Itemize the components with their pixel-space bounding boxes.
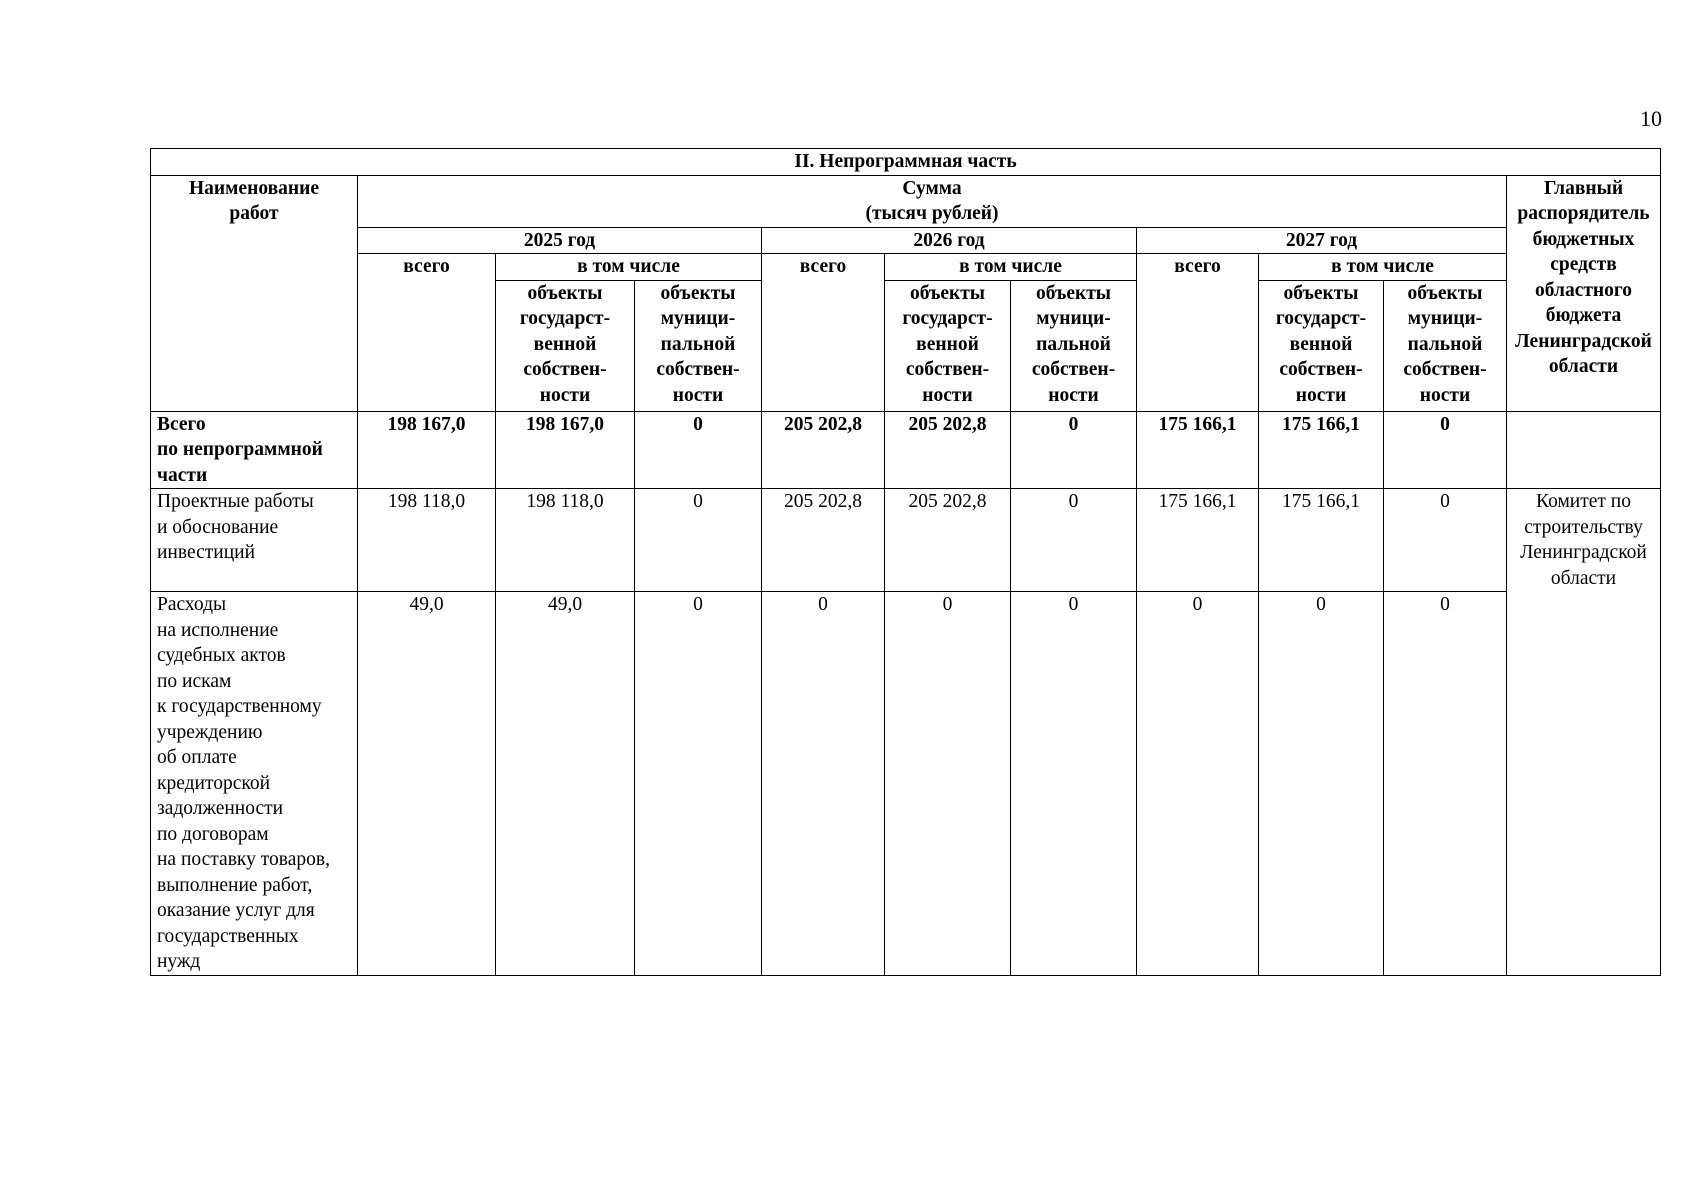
cell-2026-municipal: 0 — [1011, 592, 1137, 976]
cell-2027-total: 175 166,1 — [1137, 411, 1259, 489]
including-2026-header: в том числе — [885, 254, 1137, 281]
table-title: II. Непрограммная часть — [151, 149, 1661, 176]
including-2027-header: в том числе — [1259, 254, 1507, 281]
state-property-2027-header: объекты государст- венной собствен- ности — [1259, 280, 1384, 411]
cell-2027-total: 0 — [1137, 592, 1259, 976]
table-row-total — [151, 411, 1661, 489]
total-2025-header: всего — [358, 254, 496, 412]
manager-cell-empty — [1507, 411, 1661, 489]
cell-2025-municipal: 0 — [635, 489, 762, 592]
cell-2025-total: 198 167,0 — [358, 411, 496, 489]
sum-header: Сумма (тысяч рублей) — [358, 175, 1507, 227]
municipal-property-2027-header: объекты муници- пальной собствен- ности — [1384, 280, 1507, 411]
cell-2027-municipal: 0 — [1384, 489, 1507, 592]
state-property-2026-header: объекты государст- венной собствен- ности — [885, 280, 1011, 411]
cell-2027-municipal: 0 — [1384, 411, 1507, 489]
state-property-2025-header: объекты государст- венной собствен- ности — [496, 280, 635, 411]
table-row-project-works — [151, 489, 1661, 592]
cell-2025-total: 198 118,0 — [358, 489, 496, 592]
cell-2026-total: 0 — [762, 592, 885, 976]
year-2027-header: 2027 год — [1137, 227, 1507, 254]
cell-2026-municipal: 0 — [1011, 411, 1137, 489]
cell-2026-municipal: 0 — [1011, 489, 1137, 592]
row-name: Расходы на исполнение судебных актов по искам к государственному учреждению об оплате кредиторской задолженности по договорам на поставку товаров, выполнение работ, оказание услуг для государственных нужд — [151, 592, 358, 976]
cell-2027-state: 0 — [1259, 592, 1384, 976]
row-name: Всего по непрограммной части — [151, 411, 358, 489]
budget-table — [150, 148, 1661, 976]
cell-2025-total: 49,0 — [358, 592, 496, 976]
row-name: Проектные работы и обоснование инвестиций — [151, 489, 358, 592]
municipal-property-2025-header: объекты муници- пальной собствен- ности — [635, 280, 762, 411]
cell-2026-total: 205 202,8 — [762, 411, 885, 489]
cell-2026-state: 205 202,8 — [885, 411, 1011, 489]
cell-2026-state: 205 202,8 — [885, 489, 1011, 592]
cell-2026-total: 205 202,8 — [762, 489, 885, 592]
cell-2025-municipal: 0 — [635, 411, 762, 489]
work-name-header: Наименование работ — [151, 175, 358, 411]
municipal-property-2026-header: объекты муници- пальной собствен- ности — [1011, 280, 1137, 411]
cell-2025-state: 198 118,0 — [496, 489, 635, 592]
manager-header: Главный распорядитель бюджетных средств областного бюджета Ленинградской области — [1507, 175, 1661, 411]
cell-2027-state: 175 166,1 — [1259, 411, 1384, 489]
year-2026-header: 2026 год — [762, 227, 1137, 254]
including-2025-header: в том числе — [496, 254, 762, 281]
year-2025-header: 2025 год — [358, 227, 762, 254]
cell-2027-municipal: 0 — [1384, 592, 1507, 976]
page-number: 10 — [1640, 106, 1662, 131]
manager-cell: Комитет по строительству Ленинградской области — [1507, 489, 1661, 976]
cell-2025-municipal: 0 — [635, 592, 762, 976]
cell-2027-total: 175 166,1 — [1137, 489, 1259, 592]
total-2027-header: всего — [1137, 254, 1259, 412]
total-2026-header: всего — [762, 254, 885, 412]
cell-2026-state: 0 — [885, 592, 1011, 976]
cell-2025-state: 49,0 — [496, 592, 635, 976]
table-row-court-expenses — [151, 592, 1661, 976]
cell-2025-state: 198 167,0 — [496, 411, 635, 489]
cell-2027-state: 175 166,1 — [1259, 489, 1384, 592]
